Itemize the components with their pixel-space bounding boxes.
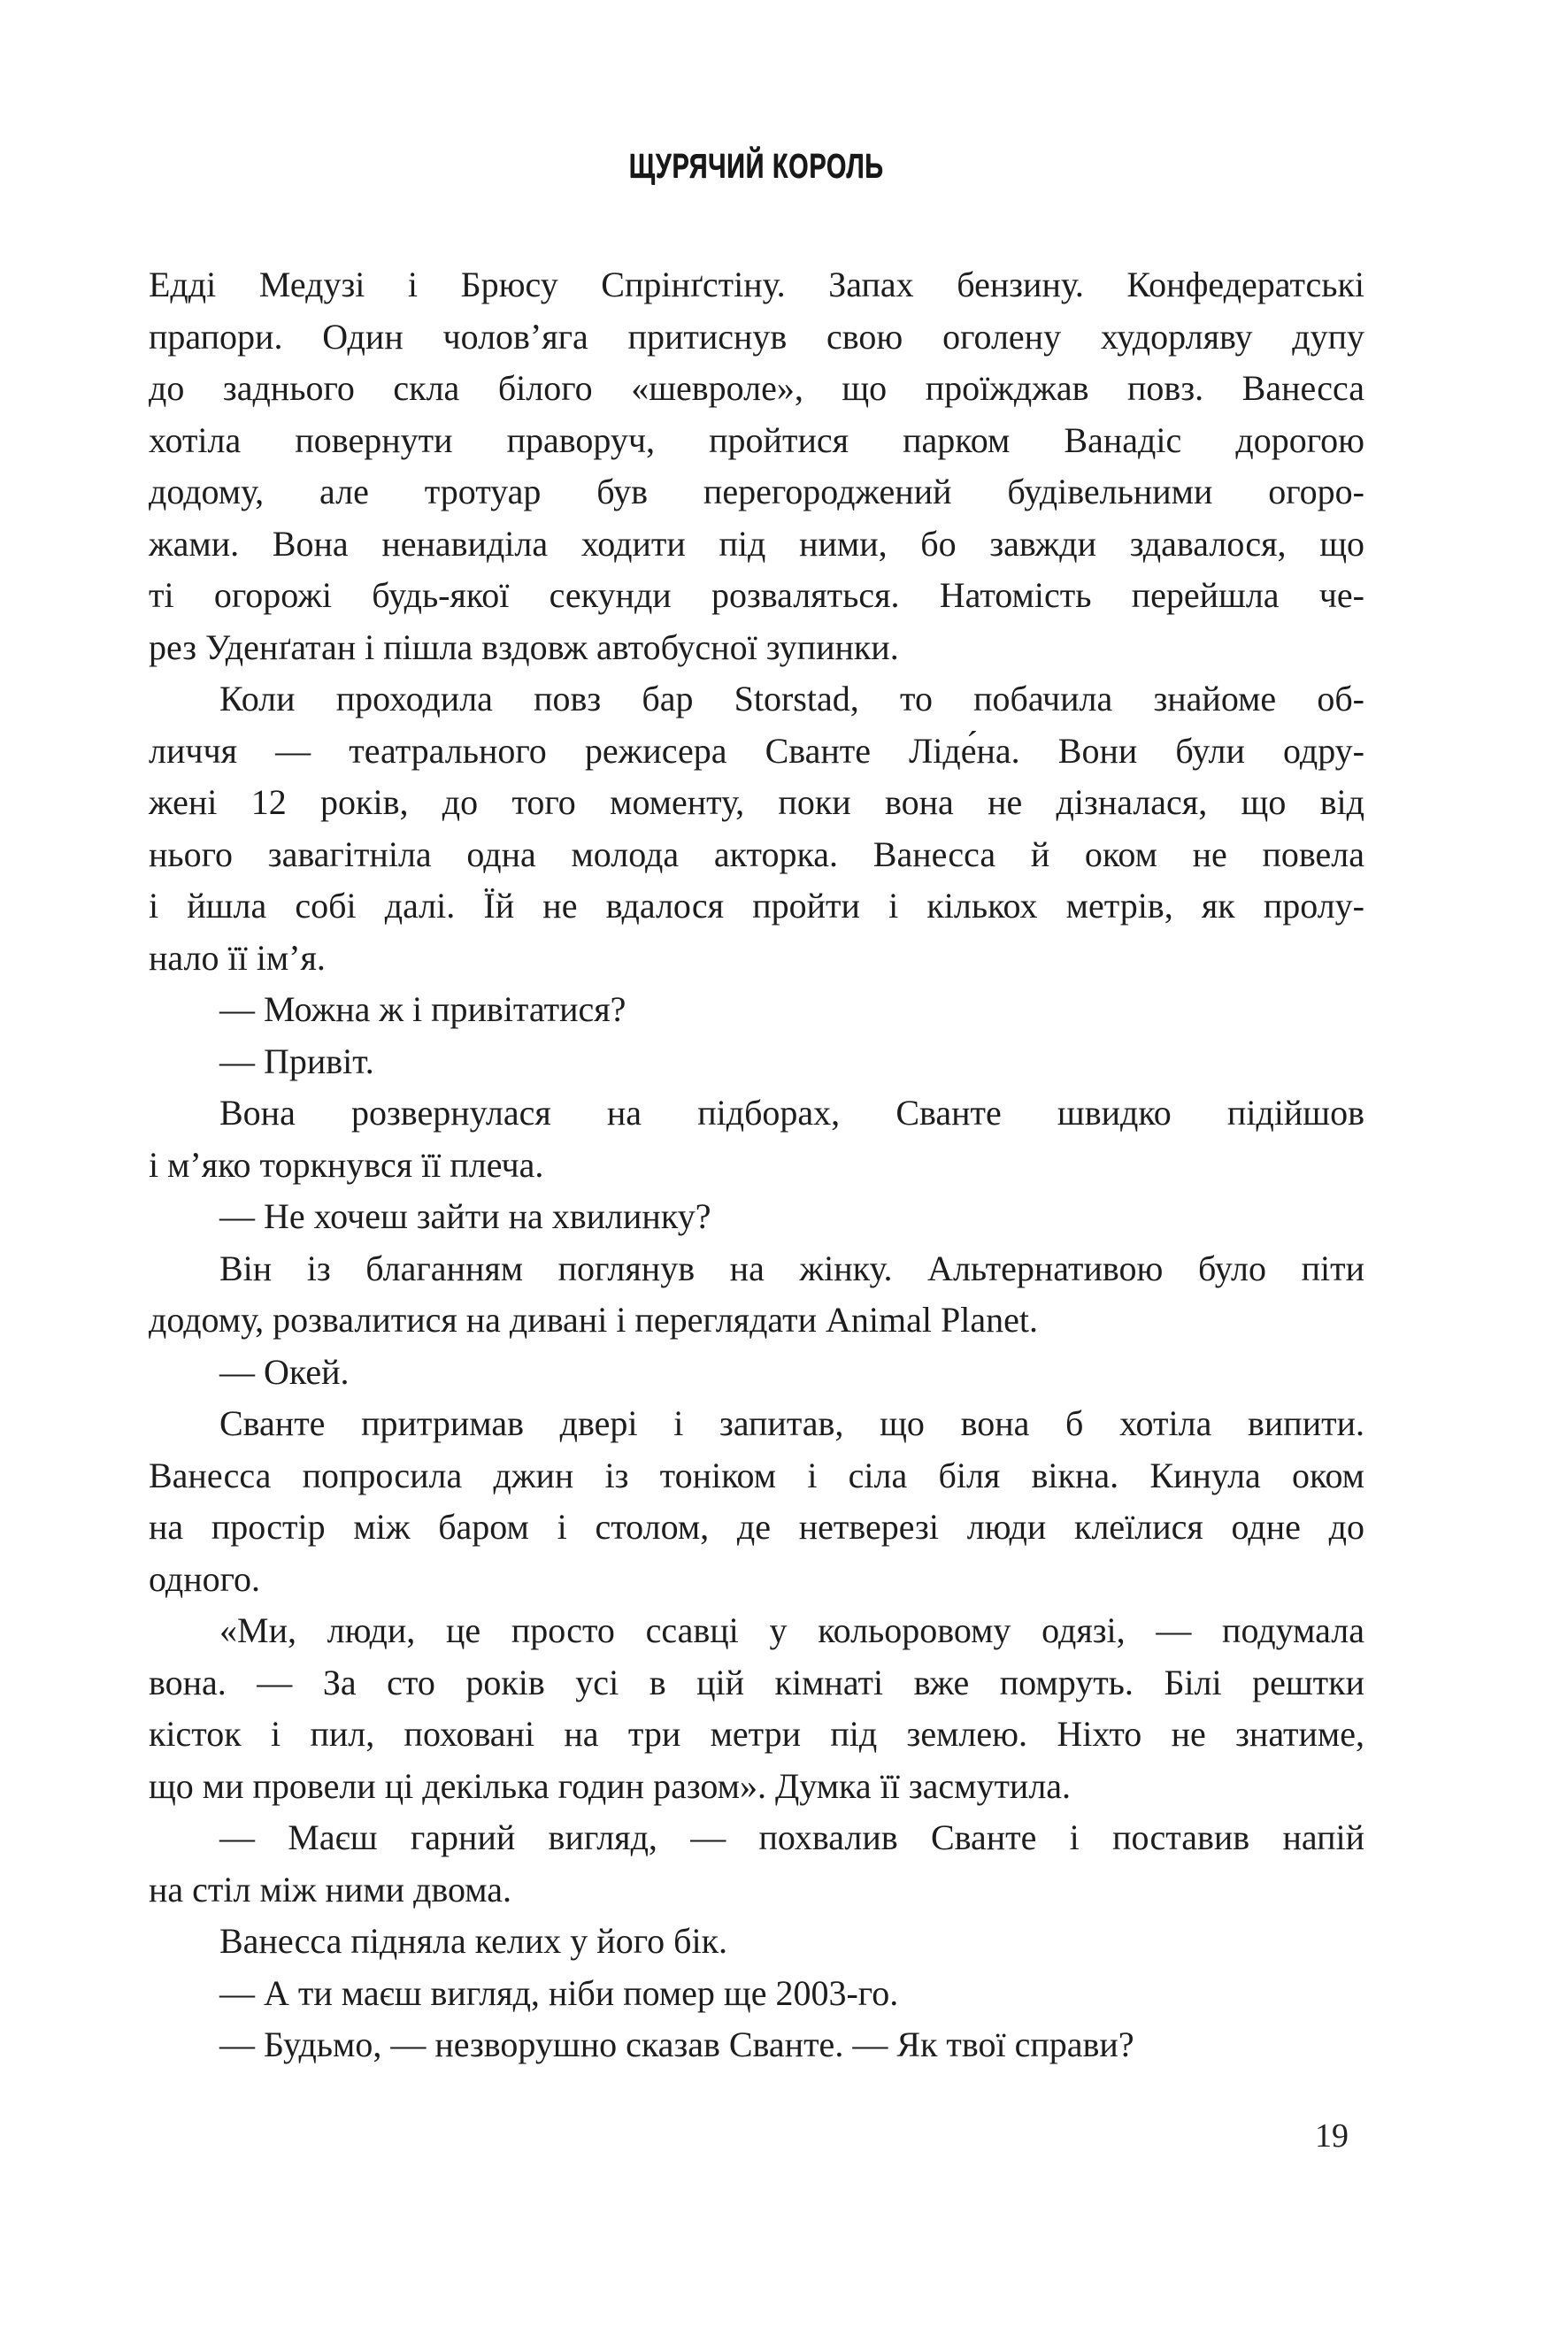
text-line: Ванесса підняла келих у його бік.: [219, 1921, 728, 1961]
text-line: нього завагітніла одна молода акторка. Ванесса й оком не повела: [149, 834, 1364, 874]
text-line: — Маєш гарний вигляд, — похвалив Сванте і поставив напій: [219, 1817, 1364, 1857]
page-number-container: [149, 2117, 1364, 2155]
paragraph: [149, 1087, 1364, 1191]
paragraph: [149, 1191, 1364, 1243]
text-line: — Можна ж і привітатися?: [219, 989, 626, 1029]
paragraph: [149, 1968, 1364, 2020]
paragraph: [149, 1347, 1364, 1399]
text-line: на стіл між ними двома.: [149, 1869, 512, 1909]
text-line: Вона розвернулася на підборах, Сванте швидко підійшов: [219, 1093, 1364, 1133]
text-line: жені 12 років, до того моменту, поки вона не дізналася, що від: [149, 782, 1364, 822]
text-line: вона. — За сто років усі в цій кімнаті вже помруть. Білі рештки: [149, 1662, 1364, 1702]
text-line: Едді Медузі і Брюсу Спрінґстіну. Запах бензину. Конфедератські: [149, 265, 1364, 304]
text-line: на простір між баром і столом, де нетверезі люди клеїлися одне до: [149, 1507, 1364, 1547]
text-line: прапори. Один чоловʼяга притиснув свою оголену худорляву дупу: [149, 316, 1364, 357]
text-line: і мʼяко торкнувся її плеча.: [149, 1144, 544, 1185]
paragraph: [149, 1605, 1364, 1812]
paragraph: [149, 984, 1364, 1036]
running-head: [149, 147, 1364, 186]
paragraph: [149, 1243, 1364, 1347]
text-line: додому, розвалитися на дивані і переглядати Animal Planet.: [149, 1300, 1038, 1340]
text-block: [149, 259, 1364, 2071]
text-line: личчя — театрального режисера Сванте Ліде́на. Вони були одру-: [149, 730, 1364, 771]
text-line: Сванте притримав двері і запитав, що вона б хотіла випити.: [219, 1403, 1364, 1443]
text-line: ті огорожі будь-якої секунди розваляться. Натомість перейшла че-: [149, 575, 1364, 615]
text-line: Він із благанням поглянув на жінку. Альтернативою було піти: [219, 1248, 1364, 1288]
chapter-title: ЩУРЯЧИЙ КОРОЛЬ: [628, 147, 884, 186]
paragraph: [149, 1916, 1364, 1968]
text-line: і йшла собі далі. Їй не вдалося пройти і кількох метрів, як пролу-: [149, 886, 1364, 926]
paragraph: [149, 1036, 1364, 1088]
text-line: Ванесса попросила джин із тоніком і сіла біля вікна. Кинула оком: [149, 1455, 1364, 1495]
paragraph: [149, 2019, 1364, 2071]
text-line: Коли проходила повз бар Storstad, то побачила знайоме об-: [219, 679, 1364, 718]
text-line: кісток і пил, поховані на три метри під землею. Ніхто не знатиме,: [149, 1714, 1364, 1754]
text-line: «Ми, люди, це просто ссавці у кольоровому одязі, — подумала: [219, 1610, 1364, 1650]
text-line: до заднього скла білого «шевроле», що проїжджав повз. Ванесса: [149, 368, 1364, 408]
text-line: одного.: [149, 1558, 261, 1599]
text-line: хотіла повернути праворуч, пройтися парком Ванадіс дорогою: [149, 419, 1364, 460]
text-line: жами. Вона ненавиділа ходити під ними, бо завжди здавалося, що: [149, 523, 1364, 564]
text-line: — А ти маєш вигляд, ніби помер ще 2003-го.: [219, 1972, 899, 2013]
text-line: додому, але тротуар був перегороджений будівельними огоро-: [149, 472, 1364, 511]
text-line: нало її імʼя.: [149, 937, 326, 978]
paragraph: [149, 259, 1364, 673]
paragraph: [149, 1398, 1364, 1605]
text-line: рез Уденґатан і пішла вздовж автобусної зупинки.: [149, 626, 899, 667]
text-line: — Будьмо, — незворушно сказав Сванте. — Як твої справи?: [219, 2024, 1134, 2064]
paragraph: [149, 673, 1364, 984]
text-line: — Привіт.: [219, 1041, 374, 1081]
page-number: 19: [1315, 2117, 1349, 2155]
paragraph: [149, 1812, 1364, 1916]
text-line: що ми провели ці декілька годин разом». Думка її засмутила.: [149, 1765, 1072, 1806]
text-line: — Не хочеш зайти на хвилинку?: [219, 1196, 711, 1236]
text-line: — Окей.: [219, 1351, 350, 1392]
